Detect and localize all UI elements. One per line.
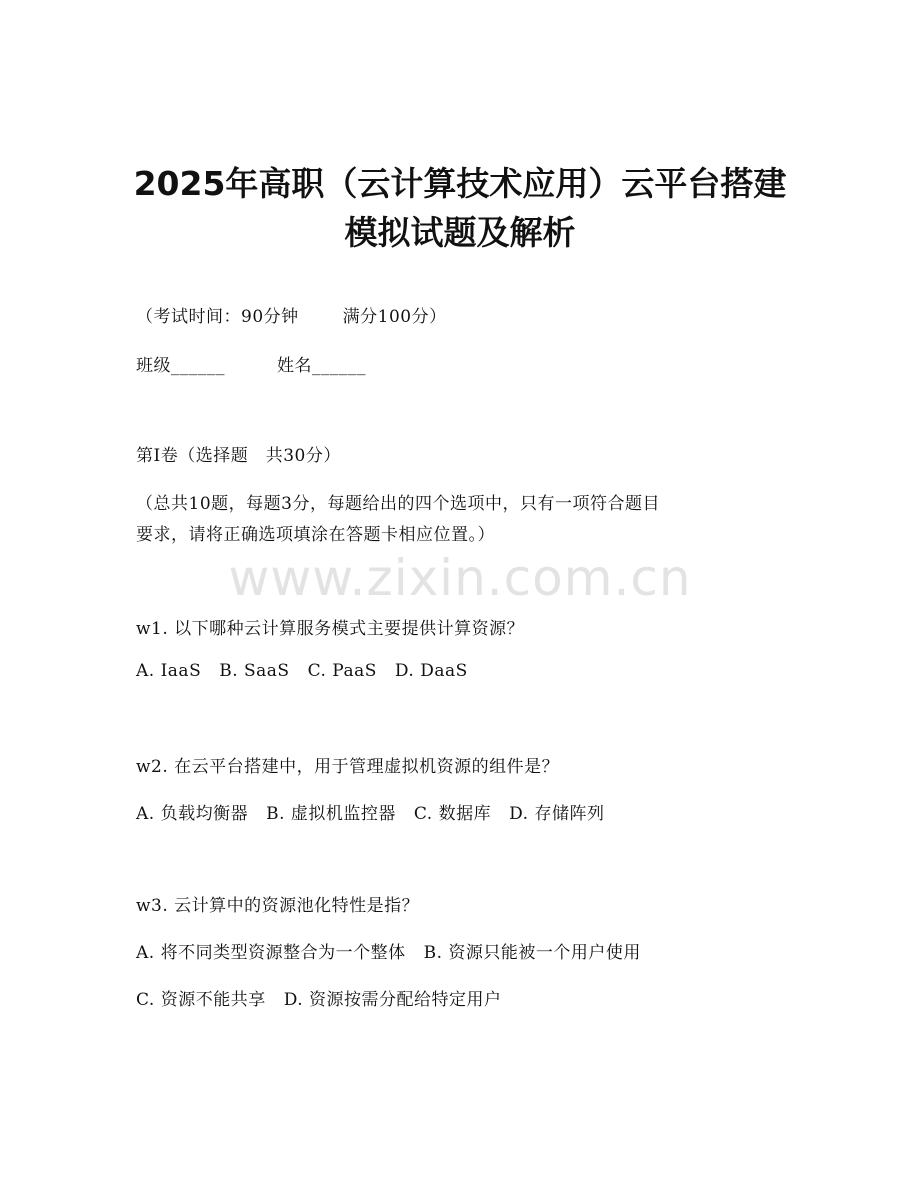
question-2-options: [136, 799, 604, 824]
exam-time: （考试时间：90分钟: [136, 307, 299, 327]
document-title-line-1: 2025年高职（云计算技术应用）云平台搭建: [133, 164, 787, 203]
question-3-option-b[interactable]: B. 资源只能被一个用户使用: [423, 943, 641, 963]
question-3-stem: w3. 云计算中的资源池化特性是指？: [136, 896, 420, 916]
question-2-stem: w2. 在云平台搭建中，用于管理虚拟机资源的组件是？: [136, 757, 560, 777]
exam-full-score: 满分100分）: [342, 307, 447, 327]
section-instructions-line-1: （总共10题，每题3分，每题给出的四个选项中，只有一项符合题目: [136, 494, 660, 514]
section-heading: 第I卷（选择题 共30分）: [136, 446, 341, 466]
question-1-option-c[interactable]: C. PaaS: [307, 661, 377, 681]
question-1-option-b[interactable]: B. SaaS: [219, 661, 290, 681]
watermark-text: www.zixin.com.cn: [228, 549, 692, 607]
class-field[interactable]: 班级______: [136, 356, 225, 376]
exam-info: [136, 302, 447, 327]
question-1-option-a[interactable]: A. IaaS: [136, 661, 202, 681]
question-2-option-d[interactable]: D. 存储阵列: [509, 804, 605, 824]
section-instructions-line-2: 要求，请将正确选项填涂在答题卡相应位置。）: [136, 525, 495, 545]
document-title-line-2: 模拟试题及解析: [344, 213, 576, 252]
question-2-option-a[interactable]: A. 负载均衡器: [136, 804, 249, 824]
question-3-option-d[interactable]: D. 资源按需分配给特定用户: [283, 990, 502, 1010]
question-3-options-line-2: [136, 985, 502, 1010]
question-3-option-a[interactable]: A. 将不同类型资源整合为一个整体: [136, 943, 406, 963]
question-3-option-c[interactable]: C. 资源不能共享: [136, 990, 266, 1010]
question-2-option-c[interactable]: C. 数据库: [413, 804, 492, 824]
name-field[interactable]: 姓名______: [277, 356, 366, 376]
question-1-options: [136, 661, 468, 681]
question-3-options-line-1: [136, 938, 641, 963]
student-fields: [136, 351, 366, 376]
question-1-stem: w1. 以下哪种云计算服务模式主要提供计算资源？: [136, 619, 525, 639]
question-2-option-b[interactable]: B. 虚拟机监控器: [266, 804, 396, 824]
question-1-option-d[interactable]: D. DaaS: [394, 661, 468, 681]
